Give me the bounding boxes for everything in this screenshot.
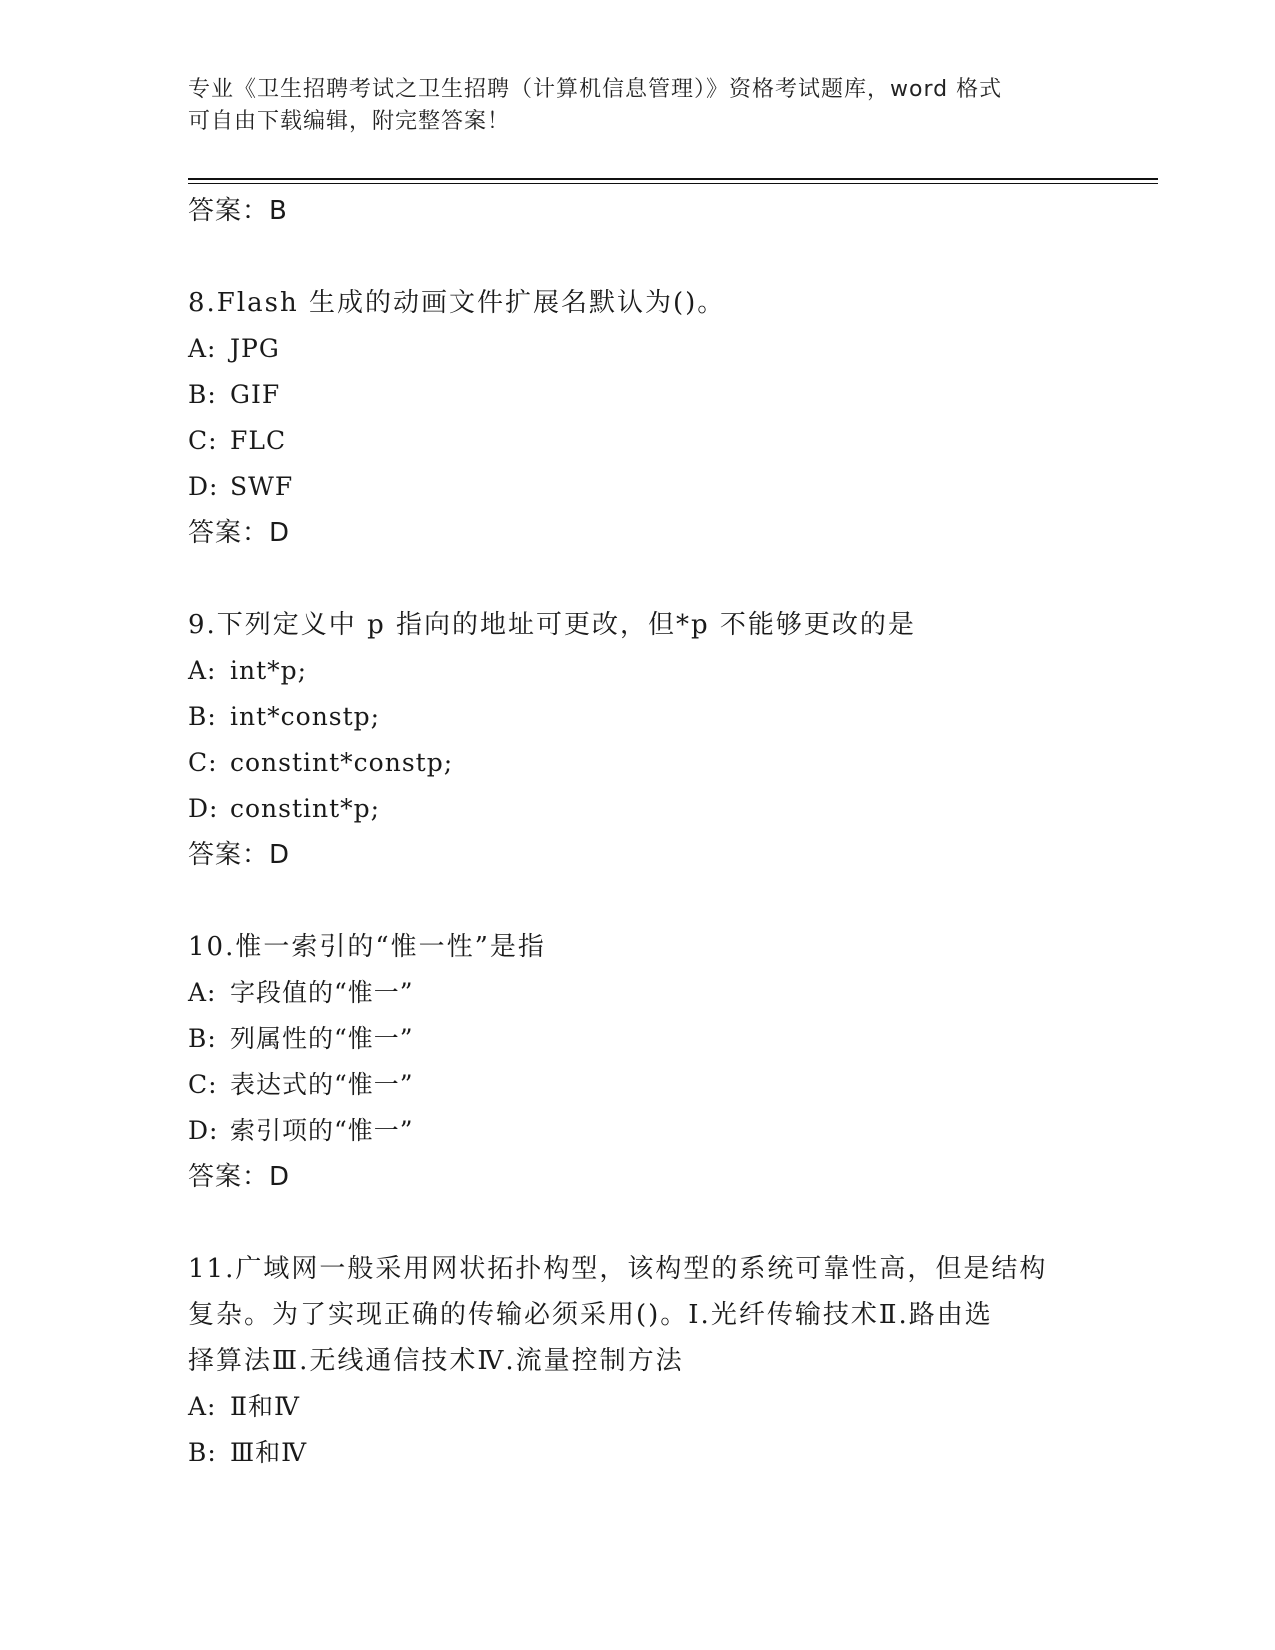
question-text: 9.下列定义中 p 指向的地址可更改，但*p 不能够更改的是 <box>188 610 916 640</box>
option-text: int*constp; <box>230 702 381 731</box>
question-list <box>188 188 1088 1476</box>
option-letter: D: <box>188 1116 219 1145</box>
option-text: GIF <box>230 380 281 409</box>
option-item <box>188 970 1088 1016</box>
option-letter: A: <box>188 978 217 1007</box>
option-item <box>188 372 1088 418</box>
question-text: 复杂。为了实现正确的传输必须采用()。Ⅰ.光纤传输技术Ⅱ.路由选 <box>188 1300 993 1330</box>
answer-line: 答案：D <box>188 840 291 870</box>
option-letter: D: <box>188 794 219 823</box>
option-text: 表达式的“惟一” <box>230 1070 414 1099</box>
question-block <box>188 1246 1088 1476</box>
spacer <box>188 234 1088 280</box>
question-text: 11.广域网一般采用网状拓扑构型，该构型的系统可靠性高，但是结构 <box>188 1254 1048 1284</box>
header-line-1: 专业《卫生招聘考试之卫生招聘（计算机信息管理）》资格考试题库，word 格式 <box>188 77 1003 102</box>
question-block <box>188 924 1088 1200</box>
answer-line: 答案：D <box>188 518 291 548</box>
question-text: 10.惟一索引的“惟一性”是指 <box>188 932 546 962</box>
spacer <box>188 878 1088 924</box>
option-item <box>188 1062 1088 1108</box>
option-text: SWF <box>230 472 294 501</box>
option-text: JPG <box>230 334 280 363</box>
option-letter: B: <box>188 702 217 731</box>
option-text: Ⅲ和Ⅳ <box>230 1438 308 1467</box>
option-item <box>188 464 1088 510</box>
option-letter: B: <box>188 1438 217 1467</box>
document-header <box>188 74 1088 138</box>
option-text: FLC <box>230 426 287 455</box>
option-letter: A: <box>188 1392 217 1421</box>
header-rule-thin <box>188 183 1158 184</box>
option-text: 索引项的“惟一” <box>230 1116 414 1145</box>
option-text: int*p; <box>230 656 308 685</box>
header-line-2: 可自由下载编辑，附完整答案！ <box>188 109 511 134</box>
question-text: 8.Flash 生成的动画文件扩展名默认为()。 <box>188 288 726 318</box>
option-item <box>188 1108 1088 1154</box>
option-item <box>188 418 1088 464</box>
option-text: 列属性的“惟一” <box>230 1024 414 1053</box>
option-item <box>188 740 1088 786</box>
spacer <box>188 1200 1088 1246</box>
option-text: constint*p; <box>230 794 381 823</box>
option-letter: B: <box>188 1024 217 1053</box>
option-letter: A: <box>188 656 217 685</box>
option-item <box>188 648 1088 694</box>
question-text: 择算法Ⅲ.无线通信技术Ⅳ.流量控制方法 <box>188 1346 684 1376</box>
question-block <box>188 602 1088 878</box>
option-letter: C: <box>188 426 218 455</box>
option-item <box>188 1384 1088 1430</box>
option-text: 字段值的“惟一” <box>230 978 414 1007</box>
option-item <box>188 1430 1088 1476</box>
header-rule-thick <box>188 178 1158 180</box>
option-letter: B: <box>188 380 217 409</box>
answer-line: 答案：D <box>188 1162 291 1192</box>
answer-line: 答案：B <box>188 196 288 226</box>
option-item <box>188 1016 1088 1062</box>
option-text: constint*constp; <box>230 748 454 777</box>
option-item <box>188 326 1088 372</box>
option-item <box>188 694 1088 740</box>
option-item <box>188 786 1088 832</box>
option-letter: C: <box>188 1070 218 1099</box>
question-block <box>188 280 1088 556</box>
option-letter: D: <box>188 472 219 501</box>
spacer <box>188 556 1088 602</box>
option-letter: C: <box>188 748 218 777</box>
option-text: Ⅱ和Ⅳ <box>230 1392 300 1421</box>
option-letter: A: <box>188 334 217 363</box>
